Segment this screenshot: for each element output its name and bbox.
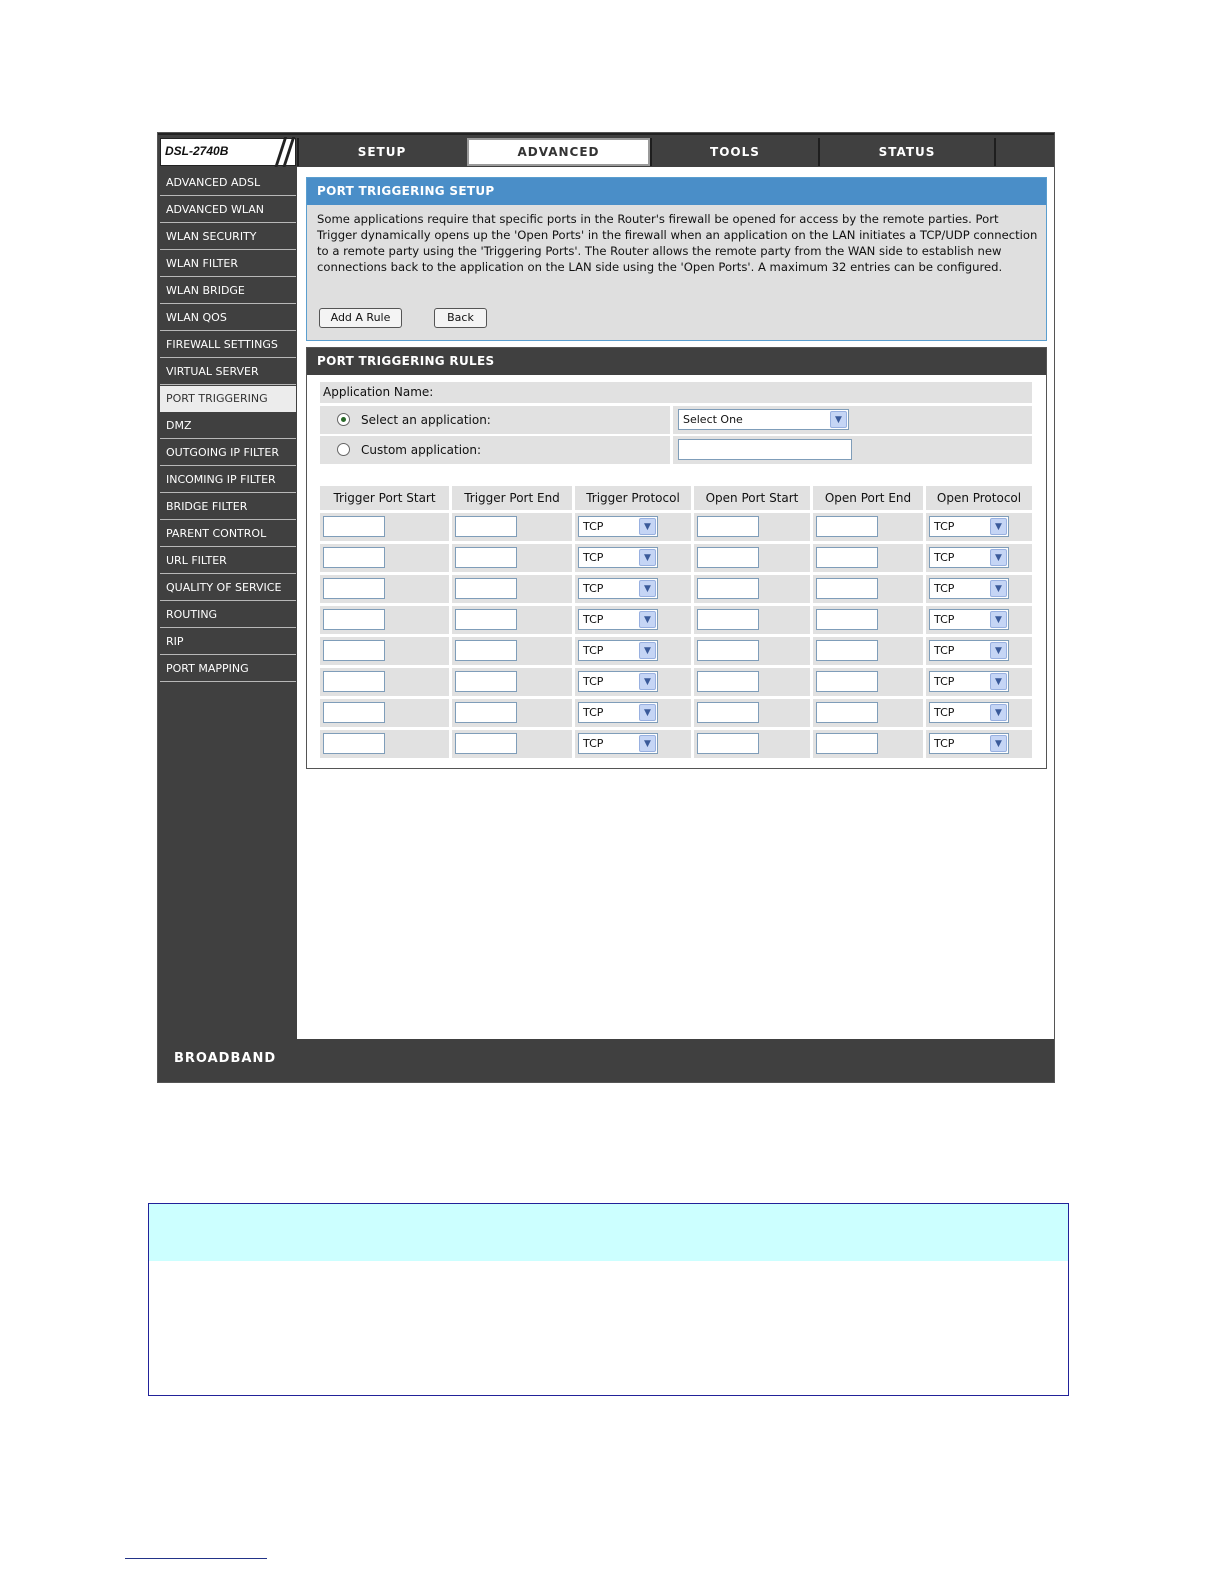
table-cell [575,575,691,603]
table-cell [926,668,1032,696]
protocol-value: TCP [583,644,604,657]
table-cell [813,730,923,758]
column-header-trigger-port-start: Trigger Port Start [320,486,449,510]
setup-description: Some applications require that specific ports in the Router's firewall be opened for access by the remote parties. Port Trigger dynamically opens up the 'Open Ports' in the firewall when an application on the LAN initiates a TCP/UDP connection to a remote party using the 'Triggering Ports'. The Router allows the remote party from the WAN side to establish new connections back to the application on the LAN side using the 'Open Ports'. A maximum 32 entries can be configured. [317,212,1038,274]
column-header-trigger-port-end: Trigger Port End [452,486,572,510]
protocol-value: TCP [583,582,604,595]
table-cell [452,513,572,541]
table-cell [320,544,449,572]
open-protocol-select[interactable] [929,609,1009,630]
trigger-protocol-select[interactable] [578,609,658,630]
trigger-port-end-input[interactable] [455,609,517,630]
table-cell [320,699,449,727]
table-cell [694,575,810,603]
trigger-protocol-select[interactable] [578,640,658,661]
footer-brand: BROADBAND [174,1051,277,1066]
table-cell [320,730,449,758]
sidebar-item-outgoing-ip-filter[interactable]: OUTGOING IP FILTER [160,440,296,466]
table-cell [694,637,810,665]
chevron-down-icon[interactable]: ▼ [639,549,656,566]
open-port-start-input[interactable] [697,702,759,723]
open-protocol-select[interactable] [929,578,1009,599]
column-header-open-port-end: Open Port End [813,486,923,510]
chevron-down-icon[interactable]: ▼ [990,549,1007,566]
sidebar-item-wlan-qos[interactable]: WLAN QOS [160,305,296,331]
table-cell [813,699,923,727]
model-logo [160,138,296,166]
sidebar-item-firewall-settings[interactable]: FIREWALL SETTINGS [160,332,296,358]
open-protocol-select[interactable] [929,671,1009,692]
chevron-down-icon[interactable]: ▼ [990,704,1007,721]
sidebar-item-routing[interactable]: ROUTING [160,602,296,628]
custom-application-input[interactable] [678,439,852,460]
chevron-down-icon[interactable]: ▼ [990,580,1007,597]
sidebar-item-parent-control[interactable]: PARENT CONTROL [160,521,296,547]
table-cell [452,575,572,603]
open-port-end-input[interactable] [816,733,878,754]
sidebar-item-bridge-filter[interactable]: BRIDGE FILTER [160,494,296,520]
table-cell [575,637,691,665]
open-protocol-select[interactable] [929,702,1009,723]
chevron-down-icon[interactable]: ▼ [990,518,1007,535]
model-logo-text: DSL-2740B [165,144,229,158]
protocol-value: TCP [934,706,955,719]
trigger-port-start-input[interactable] [323,733,385,754]
select-application-cell [673,406,1032,434]
protocol-value: TCP [934,551,955,564]
protocol-value: TCP [934,675,955,688]
table-cell [813,668,923,696]
chevron-down-icon[interactable]: ▼ [639,735,656,752]
sidebar-item-advanced-wlan[interactable]: ADVANCED WLAN [160,197,296,223]
top-navigation-bar [158,133,1054,167]
sidebar-item-dmz[interactable]: DMZ [160,413,296,439]
chevron-down-icon[interactable]: ▼ [990,642,1007,659]
trigger-port-start-input[interactable] [323,702,385,723]
column-header-open-port-start: Open Port Start [694,486,810,510]
chevron-down-icon[interactable]: ▼ [830,411,847,428]
table-cell [926,730,1032,758]
trigger-protocol-select[interactable] [578,547,658,568]
table-cell [575,699,691,727]
trigger-port-end-input[interactable] [455,733,517,754]
open-port-end-input[interactable] [816,609,878,630]
table-cell [926,513,1032,541]
open-port-start-input[interactable] [697,733,759,754]
sidebar-item-quality-of-service[interactable]: QUALITY OF SERVICE [160,575,296,601]
protocol-value: TCP [934,644,955,657]
trigger-protocol-select[interactable] [578,733,658,754]
table-cell [926,575,1032,603]
protocol-value: TCP [934,520,955,533]
table-cell [694,544,810,572]
chevron-down-icon[interactable]: ▼ [639,704,656,721]
table-cell [452,637,572,665]
table-cell [926,699,1032,727]
table-cell [452,730,572,758]
table-cell [575,544,691,572]
tab-spacer [994,138,1054,166]
table-cell [452,699,572,727]
trigger-port-start-input[interactable] [323,516,385,537]
chevron-down-icon[interactable]: ▼ [639,673,656,690]
application-select[interactable] [678,409,849,430]
table-cell [575,513,691,541]
custom-application-label: Custom application: [361,443,482,457]
trigger-protocol-select[interactable] [578,702,658,723]
application-name-row [320,382,1032,403]
protocol-value: TCP [934,737,955,750]
chevron-down-icon[interactable]: ▼ [639,580,656,597]
trigger-port-end-input[interactable] [455,578,517,599]
open-protocol-select[interactable] [929,733,1009,754]
protocol-value: TCP [934,613,955,626]
protocol-value: TCP [583,675,604,688]
chevron-down-icon[interactable]: ▼ [639,518,656,535]
table-cell [320,513,449,541]
chevron-down-icon[interactable]: ▼ [639,611,656,628]
trigger-protocol-select[interactable] [578,516,658,537]
table-cell [813,544,923,572]
chevron-down-icon[interactable]: ▼ [990,673,1007,690]
table-cell [813,606,923,634]
table-cell [452,668,572,696]
table-cell [694,668,810,696]
custom-application-row [320,436,670,464]
trigger-port-start-input[interactable] [323,578,385,599]
sidebar-item-url-filter[interactable]: URL FILTER [160,548,296,574]
chevron-down-icon[interactable]: ▼ [990,735,1007,752]
note-box [148,1203,1069,1396]
trigger-port-end-input[interactable] [455,547,517,568]
table-cell [575,730,691,758]
sidebar-item-wlan-filter[interactable]: WLAN FILTER [160,251,296,277]
trigger-port-start-input[interactable] [323,609,385,630]
open-port-start-input[interactable] [697,578,759,599]
open-port-end-input[interactable] [816,516,878,537]
table-cell [320,606,449,634]
tab-status[interactable]: STATUS [818,138,994,166]
sidebar-menu [158,167,297,1039]
note-box-header [149,1204,1068,1261]
table-cell [694,513,810,541]
setup-panel-title: PORT TRIGGERING SETUP [307,178,1046,205]
table-cell [452,544,572,572]
table-cell [813,575,923,603]
protocol-value: TCP [583,551,604,564]
trigger-protocol-select[interactable] [578,578,658,599]
table-cell [694,699,810,727]
table-cell [320,668,449,696]
trigger-port-end-input[interactable] [455,671,517,692]
footnote-rule [125,1558,267,1559]
back-button[interactable]: Back [434,308,487,328]
sidebar-item-wlan-bridge[interactable]: WLAN BRIDGE [160,278,296,304]
open-port-end-input[interactable] [816,640,878,661]
open-port-end-input[interactable] [816,547,878,568]
open-port-start-input[interactable] [697,516,759,537]
table-cell [926,637,1032,665]
port-triggering-rules-panel [306,347,1047,769]
rules-panel-title: PORT TRIGGERING RULES [307,348,1046,375]
sidebar-item-rip[interactable]: RIP [160,629,296,655]
radio-unselected-icon[interactable] [337,443,350,456]
protocol-value: TCP [583,706,604,719]
protocol-value: TCP [934,582,955,595]
select-application-row [320,406,670,434]
trigger-port-start-input[interactable] [323,640,385,661]
port-triggering-setup-panel [306,177,1047,341]
trigger-port-start-input[interactable] [323,671,385,692]
application-name-label: Application Name: [323,385,434,399]
trigger-port-end-input[interactable] [455,516,517,537]
open-port-end-input[interactable] [816,671,878,692]
open-protocol-select[interactable] [929,516,1009,537]
open-protocol-select[interactable] [929,640,1009,661]
table-cell [813,637,923,665]
sidebar-item-incoming-ip-filter[interactable]: INCOMING IP FILTER [160,467,296,493]
open-port-start-input[interactable] [697,640,759,661]
open-port-end-input[interactable] [816,578,878,599]
application-select-value: Select One [683,413,743,426]
table-cell [575,606,691,634]
trigger-port-start-input[interactable] [323,547,385,568]
open-port-start-input[interactable] [697,547,759,568]
table-cell [694,606,810,634]
protocol-value: TCP [583,613,604,626]
table-cell [320,637,449,665]
select-application-label: Select an application: [361,413,491,427]
sidebar-item-virtual-server[interactable]: VIRTUAL SERVER [160,359,296,385]
trigger-port-end-input[interactable] [455,702,517,723]
sidebar-item-wlan-security[interactable]: WLAN SECURITY [160,224,296,250]
custom-application-cell [673,436,1032,464]
footer-bar [158,1039,1054,1082]
add-rule-button[interactable]: Add A Rule [319,308,402,328]
trigger-protocol-select[interactable] [578,671,658,692]
table-cell [926,606,1032,634]
table-cell [575,668,691,696]
sidebar-item-advanced-adsl[interactable]: ADVANCED ADSL [160,170,296,196]
table-cell [813,513,923,541]
protocol-value: TCP [583,520,604,533]
chevron-down-icon[interactable]: ▼ [639,642,656,659]
table-cell [452,606,572,634]
trigger-port-end-input[interactable] [455,640,517,661]
chevron-down-icon[interactable]: ▼ [990,611,1007,628]
table-cell [694,730,810,758]
protocol-value: TCP [583,737,604,750]
tab-setup[interactable]: SETUP [297,138,465,166]
sidebar-item-port-triggering[interactable]: PORT TRIGGERING [160,386,296,412]
radio-selected-icon[interactable] [337,413,350,426]
tab-advanced[interactable]: ADVANCED [467,138,650,166]
table-cell [320,575,449,603]
column-header-trigger-protocol: Trigger Protocol [575,486,691,510]
sidebar-item-port-mapping[interactable]: PORT MAPPING [160,656,296,682]
open-port-start-input[interactable] [697,609,759,630]
column-header-open-protocol: Open Protocol [926,486,1032,510]
tab-tools[interactable]: TOOLS [650,138,818,166]
table-cell [926,544,1032,572]
open-port-end-input[interactable] [816,702,878,723]
open-port-start-input[interactable] [697,671,759,692]
open-protocol-select[interactable] [929,547,1009,568]
router-admin-window [157,132,1055,1083]
